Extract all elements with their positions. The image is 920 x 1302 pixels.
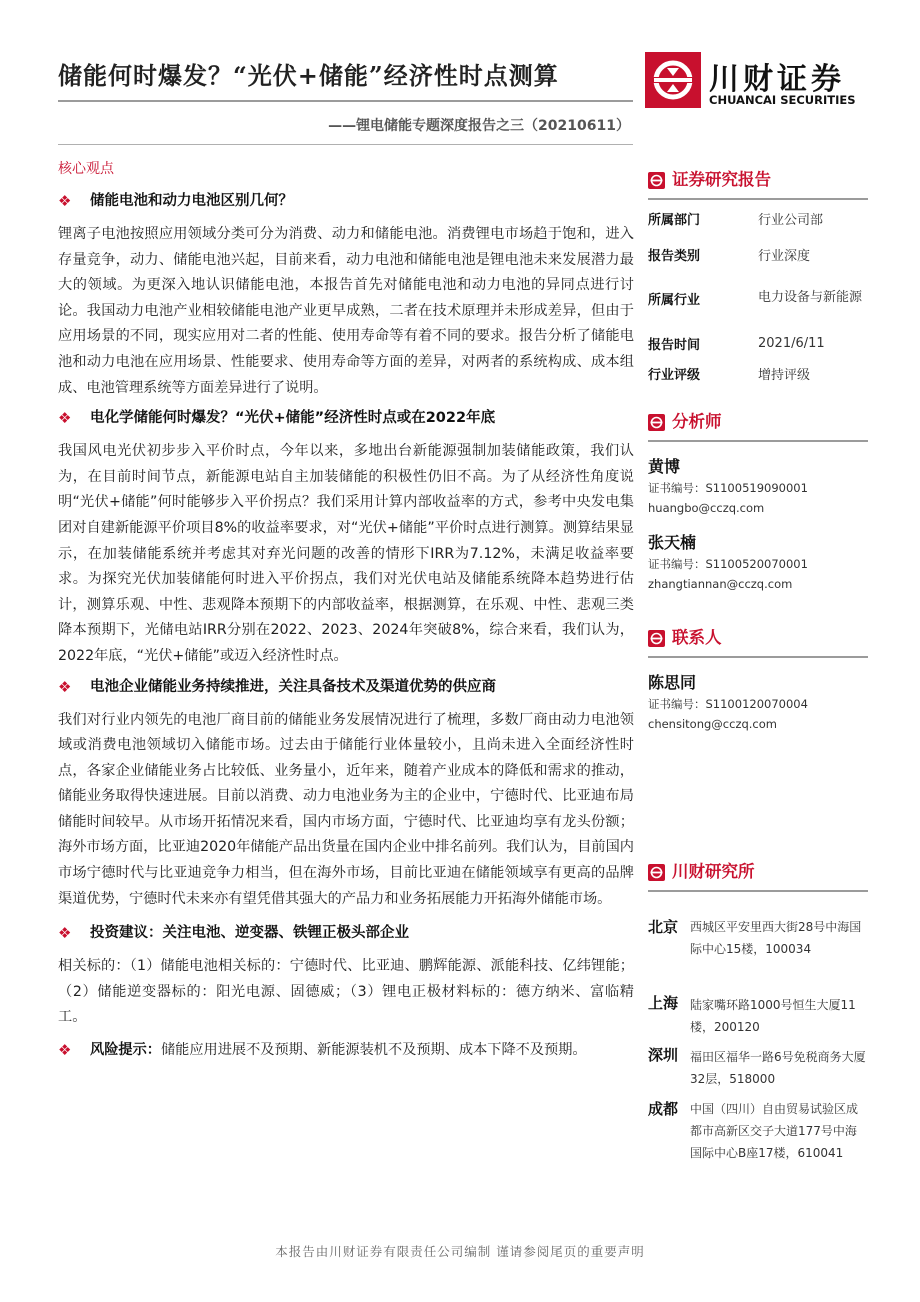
chuancai-logo-icon	[648, 414, 665, 431]
contact-card	[648, 672, 868, 734]
section-heading: ❖ 电化学储能何时爆发？“光伏+储能”经济性时点或在2022年底	[58, 409, 496, 428]
info-key: 报告时间	[648, 337, 701, 353]
info-value: 2021/6/11	[758, 335, 825, 351]
analyst-email[interactable]: huangbo@cczq.com	[648, 501, 765, 515]
section-heading: ❖ 电池企业储能业务持续推进，关注具备技术及渠道优势的供应商	[58, 677, 496, 696]
info-row	[648, 362, 868, 384]
info-value: 电力设备与新能源	[758, 290, 863, 305]
title-divider	[58, 100, 633, 102]
office-address: 中国（四川）自由贸易试验区成都市高新区交子大道177号中海国际中心B座17楼，610041	[690, 1102, 859, 1160]
risk-warning	[58, 1039, 634, 1061]
office-address: 西城区平安里西大街28号中海国际中心15楼，100034	[690, 920, 862, 956]
office-city: 上海	[648, 994, 679, 1012]
header-divider	[58, 144, 633, 145]
diamond-bullet-icon: ❖	[58, 677, 72, 696]
diamond-bullet-icon: ❖	[58, 192, 72, 210]
institute-heading: 川财研究所	[648, 860, 868, 884]
contact-heading: 联系人	[648, 626, 868, 650]
office-address: 陆家嘴环路1000号恒生大厦11楼，200120	[690, 998, 856, 1034]
contact-cert: 证书编号：S1100120070004	[648, 697, 808, 711]
section-paragraph: 相关标的：（1）储能电池相关标的：宁德时代、比亚迪、鹏辉能源、派能科技、亿纬锂能；（2）储能逆变器标的：阳光电源、固德威；（3）锂电正极材料标的：德方纳米、富临精工。	[58, 958, 634, 1026]
analyst-name: 张天楠	[648, 533, 697, 552]
section-paragraph: 我国风电光伏初步步入平价时点，今年以来，多地出台新能源强制加装储能政策，我们认为，在目前时间节点，新能源电站自主加装储能的积极性仍旧不高。为了从经济性角度说明“光伏+储能”何时能够步入平价拐点？我们采用计算内部收益率的方式，参考中央发电集团对自建新能源平价项目8%的收益率要求，对“光伏+储能”平价时点进行测算。测算结果显示，在加装储能系统并考虑其对弃光问题的改善的情形下IRR为7.12%，未满足收益率要求。为探究光伏加装储能何时进入平价拐点，我们对光伏电站及储能系统降本趋势进行估计，测算乐观、中性、悲观降本预期下的内部收益率，根据测算，在乐观、中性、悲观三类降本预期下，光储电站IRR分别在2022、2023、2024年突破8%，综合来看，我们认为，2022年底，“光伏+储能”或迈入经济性时点。	[58, 443, 634, 664]
contact-name: 陈思同	[648, 673, 697, 692]
section-heading: ❖ 储能电池和动力电池区别几何？	[58, 192, 293, 210]
office-city: 北京	[648, 918, 679, 936]
info-key: 报告类别	[648, 248, 701, 264]
analyst-heading: 分析师	[648, 410, 868, 434]
logo-english-name: CHUANCAI SECURITIES	[709, 93, 856, 107]
info-row	[648, 324, 868, 362]
report-subtitle: ——锂电储能专题深度报告之三（20210611）	[328, 118, 630, 134]
info-row	[648, 236, 868, 272]
office-address: 福田区福华一路6号免税商务大厦32层，518000	[690, 1050, 866, 1086]
logo-chinese-name: 川财证券	[709, 62, 845, 97]
sidebar-divider	[648, 656, 868, 658]
contact-panel	[648, 626, 868, 734]
core-views-label: 核心观点	[58, 161, 114, 177]
report-info-table	[648, 200, 868, 384]
chuancai-logo-icon	[645, 52, 701, 108]
diamond-bullet-icon: ❖	[58, 1041, 72, 1060]
analyst-cert: 证书编号：S1100519090001	[648, 481, 808, 495]
info-key: 所属行业	[648, 292, 701, 308]
risk-label: 风险提示：	[90, 1042, 161, 1059]
institute-panel	[648, 860, 868, 1192]
info-value: 增持评级	[758, 367, 811, 383]
diamond-bullet-icon: ❖	[58, 409, 72, 428]
info-value: 行业深度	[758, 248, 811, 264]
office-list	[648, 892, 868, 1192]
info-key: 行业评级	[648, 367, 701, 383]
sidebar-divider	[648, 440, 868, 442]
chuancai-logo-icon	[648, 864, 665, 881]
company-logo	[645, 52, 865, 108]
info-value: 行业公司部	[758, 212, 824, 228]
risk-text: 储能应用进展不及预期、新能源装机不及预期、成本下降不及预期。	[160, 1042, 587, 1059]
main-content	[58, 158, 634, 1061]
analyst-email[interactable]: zhangtiannan@cczq.com	[648, 577, 793, 591]
analyst-card	[648, 456, 868, 518]
chuancai-logo-icon	[648, 630, 665, 647]
office-city: 成都	[648, 1100, 679, 1118]
diamond-bullet-icon: ❖	[58, 924, 72, 943]
contact-email[interactable]: chensitong@cczq.com	[648, 717, 777, 731]
report-info-heading: 证券研究报告	[648, 168, 868, 192]
info-key: 所属部门	[648, 212, 701, 228]
info-row	[648, 272, 868, 324]
analyst-card	[648, 532, 868, 594]
chuancai-logo-icon	[648, 172, 665, 189]
report-info-panel	[648, 168, 868, 384]
analyst-panel	[648, 410, 868, 594]
section-paragraph: 锂离子电池按照应用领域分类可分为消费、动力和储能电池。消费锂电市场趋于饱和，进入存量竞争，动力、储能电池兴起，目前来看，动力电池和储能电池是锂电池未来发展潜力最大的领域。为更深入地认识储能电池，本报告首先对储能电池和动力电池的异同点进行讨论。我国动力电池产业相较储能电池产业更早成熟，二者在技术原理并未形成差异，但由于应用场景的不同，现实应用对二者的性能、使用寿命等有着不同的要求。报告分析了储能电池和动力电池在应用场景、性能要求、使用寿命等方面的差异，对两者的系统构成、成本组成、电池管理系统等方面差异进行了说明。	[58, 226, 634, 396]
page-footer: 本报告由川财证券有限责任公司编制 谨请参阅尾页的重要声明	[275, 1244, 645, 1259]
section-paragraph: 我们对行业内领先的电池厂商目前的储能业务发展情况进行了梳理，多数厂商由动力电池领域或消费电池领域切入储能市场。过去由于储能行业体量较小，且尚未进入全面经济性时点，各家企业储能业务占比较低、业务量小，近年来，随着产业成本的降低和需求的推动，储能业务取得快速进展。目前以消费、动力电池业务为主的企业中，宁德时代、比亚迪布局储能时间较早。从市场开拓情况来看，国内市场方面，宁德时代、比亚迪均享有龙头份额；海外市场方面，比亚迪2020年储能产品出货量在国内企业中排名前列。我们认为，目前国内市场宁德时代与比亚迪竞争力相当，但在海外市场，目前比亚迪在储能领域享有更高的品牌渠道优势，宁德时代未来亦有望凭借其强大的产品力和业务拓展能力开拓海外储能市场。	[58, 711, 634, 907]
report-title: 储能何时爆发？“光伏+储能”经济性时点测算	[58, 61, 559, 90]
info-row	[648, 200, 868, 236]
section-heading: ❖ 投资建议：关注电池、逆变器、铁锂正极头部企业	[58, 924, 409, 943]
analyst-cert: 证书编号：S1100520070001	[648, 557, 808, 571]
analyst-name: 黄博	[648, 457, 681, 476]
office-city: 深圳	[648, 1046, 679, 1064]
